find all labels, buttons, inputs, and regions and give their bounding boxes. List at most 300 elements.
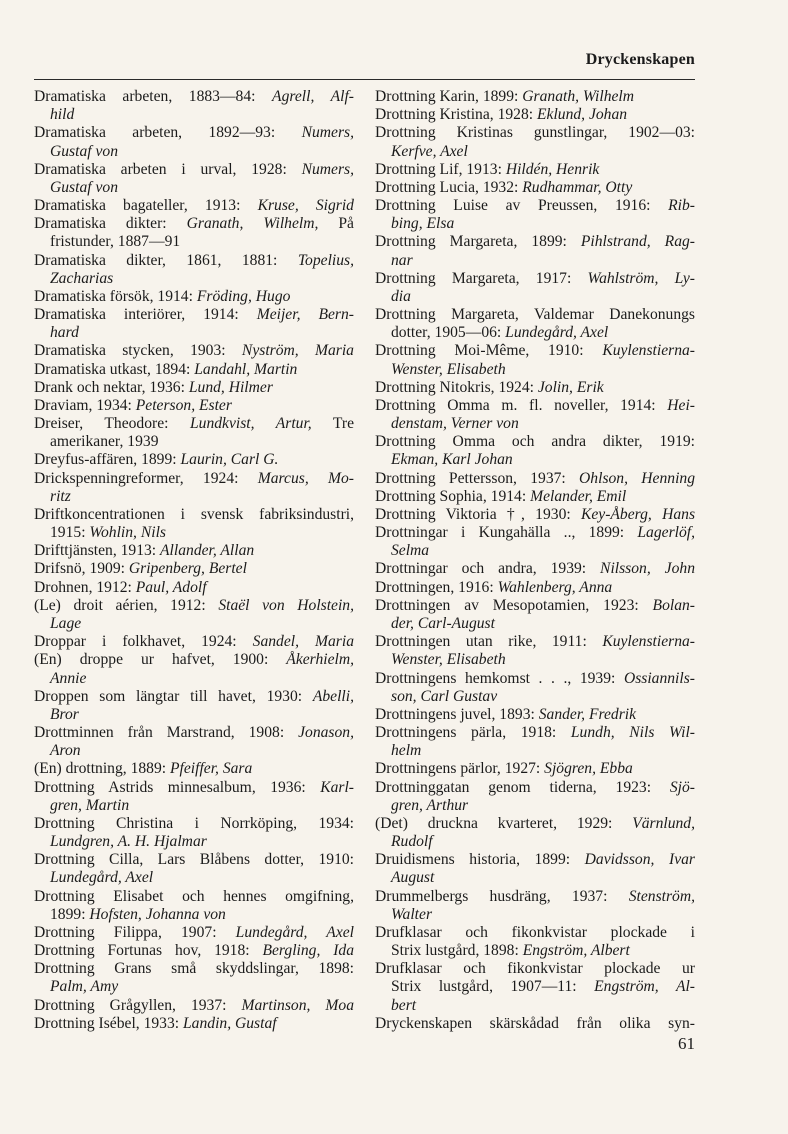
bibliography-entry [34, 851, 354, 887]
title-text: dotter, 1905—06: [391, 324, 506, 342]
author-name: Granath, Wilhelm [522, 88, 635, 105]
bibliography-entry [34, 215, 354, 251]
title-text: Drottning Pettersson, 1937: [375, 469, 580, 487]
title-text: Drottning Margareta, 1899: [375, 233, 581, 251]
title-text: Drottning Omma och andra dikter, 1919: [375, 433, 695, 451]
author-name: Key-Åberg, Hans [580, 505, 696, 523]
bibliography-entry [34, 361, 354, 379]
bibliography-entry [375, 161, 695, 179]
title-text: Drottning Filippa, 1907: [34, 923, 236, 941]
entry-line [375, 397, 695, 415]
title-text: Drottning Kristinas gunstlingar, 1902—03: [375, 124, 695, 142]
entry-line [34, 978, 354, 996]
title-text: Drottning Sophia, 1914: [375, 487, 531, 505]
entry-line [375, 379, 695, 397]
entry-line [375, 197, 695, 215]
author-name: Ohlson, Henning [579, 469, 695, 487]
title-text: Dramatiska stycken, 1903: [34, 342, 242, 360]
bibliography-entry [375, 633, 695, 669]
bibliography-entry [375, 760, 695, 778]
bibliography-entry [34, 379, 354, 397]
title-text: Dreyfus-affären, 1899: [34, 451, 181, 469]
author-name: Kuylenstierna- [602, 633, 695, 651]
title-text: På [318, 215, 354, 233]
title-text: Drottningen av Mesopotamien, 1923: [375, 596, 653, 614]
title-text: Drottninggatan genom tiderna, 1923: [375, 778, 670, 796]
bibliography-entry [34, 815, 354, 851]
entry-line [375, 942, 695, 960]
author-name: Lundh, Nils Wil- [570, 724, 695, 742]
entry-line [34, 597, 354, 615]
entry-line [34, 306, 354, 324]
title-text: Dramatiska utkast, 1894: [34, 360, 195, 378]
entry-line [34, 851, 354, 869]
author-name: Lage [50, 614, 82, 632]
author-name: Walter [391, 905, 433, 923]
entry-line [34, 760, 354, 778]
entry-line [375, 506, 695, 524]
author-name: Kruse, Sigrid [257, 197, 354, 215]
title-text: Drottning Viktoria †, 1930: [375, 505, 581, 523]
entry-line [34, 869, 354, 887]
entry-line [34, 506, 354, 524]
entry-line [375, 143, 695, 161]
entry-line [34, 470, 354, 488]
entry-line [375, 924, 695, 942]
title-text: Drottningar och andra, 1939: [375, 560, 601, 578]
title-text: Drank och nektar, 1936: [34, 378, 189, 396]
entry-line [34, 415, 354, 433]
entry-line [34, 724, 354, 742]
author-name: Rib- [668, 197, 695, 215]
bibliography-entry [34, 397, 354, 415]
entry-line [375, 597, 695, 615]
title-text: Dreiser, Theodore: [34, 415, 190, 433]
right-column [375, 88, 695, 1033]
bibliography-entry [375, 888, 695, 924]
author-name: hard [50, 324, 79, 342]
author-name: Sander, Fredrik [538, 705, 637, 723]
author-name: Wenster, Elisabeth [391, 360, 506, 378]
bibliography-entry [375, 179, 695, 197]
entry-line [34, 633, 354, 651]
entry-line [34, 542, 354, 560]
author-name: Bergling, Ida [262, 942, 355, 960]
bibliography-entry [375, 470, 695, 488]
author-name: Lagerlöf, [637, 524, 695, 542]
title-text: (Det) druckna kvarteret, 1929: [375, 814, 633, 832]
author-name: hild [50, 106, 75, 124]
author-name: Pfeiffer, Sara [170, 760, 253, 778]
author-name: Paul, Adolf [135, 578, 207, 596]
entry-line [34, 451, 354, 469]
title-text: Drickspenningreformer, 1924: [34, 469, 258, 487]
author-name: Eklund, Johan [537, 106, 628, 124]
entry-line [34, 488, 354, 506]
bibliography-entry [375, 524, 695, 560]
bibliography-entry [34, 651, 354, 687]
bibliography-entry [34, 342, 354, 360]
author-name: ritz [50, 487, 71, 505]
title-text: (En) droppe ur hafvet, 1900: [34, 651, 287, 669]
bibliography-entry [375, 670, 695, 706]
bibliography-entry [34, 1015, 354, 1033]
title-text: Drottning Elisabet och hennes omgifning, [34, 887, 354, 905]
bibliography-entry [375, 960, 695, 1015]
author-name: Kerfve, Axel [391, 142, 468, 160]
title-text: Drottning Nitokris, 1924: [375, 378, 538, 396]
entry-line [375, 742, 695, 760]
title-text: Drottningen, 1916: [375, 578, 498, 596]
author-name: Värnlund, [632, 814, 695, 832]
author-name: Aron [50, 742, 81, 760]
author-name: Martinson, Moa [241, 996, 355, 1014]
author-name: Topelius, [297, 251, 354, 269]
entry-line [34, 379, 354, 397]
title-text: Dramatiska arbeten i urval, 1928: [34, 160, 302, 178]
entry-line [34, 361, 354, 379]
entry-line [375, 815, 695, 833]
author-name: Karl- [320, 778, 354, 796]
title-text: Drottningens hemkomst . . ., 1939: [375, 669, 624, 687]
author-name: Melander, Emil [530, 487, 627, 505]
entry-line [375, 106, 695, 124]
entry-line [375, 324, 695, 342]
bibliography-entry [375, 597, 695, 633]
bibliography-entry [375, 270, 695, 306]
entry-line [375, 542, 695, 560]
author-name: Rudhammar, Otty [522, 178, 633, 196]
entry-line [375, 670, 695, 688]
entry-line [375, 342, 695, 360]
title-text: Drottningar i Kungahälla .., 1899: [375, 524, 638, 542]
entry-line [375, 779, 695, 797]
author-name: Agrell, Alf- [272, 88, 355, 105]
entry-line [375, 415, 695, 433]
entry-line [34, 833, 354, 851]
entry-line [34, 124, 354, 142]
title-text: Strix lustgård, 1907—11: [391, 978, 595, 996]
bibliography-entry [375, 88, 695, 106]
author-name: Kuylenstierna- [602, 342, 695, 360]
author-name: Davidsson, Ivar [584, 851, 695, 869]
author-name: Landin, Gustaf [183, 1014, 277, 1032]
bibliography-entry [375, 1015, 695, 1033]
title-text: Drottningens pärlor, 1927: [375, 760, 545, 778]
author-name: Rudolf [391, 833, 433, 851]
title-text: Druidismens historia, 1899: [375, 851, 585, 869]
author-name: Allander, Allan [160, 542, 255, 560]
title-text: Drohnen, 1912: [34, 578, 136, 596]
author-name: Sandel, Maria [252, 633, 354, 651]
entry-line [34, 924, 354, 942]
author-name: Granath, Wilhelm, [186, 215, 319, 233]
author-name: Nilsson, John [600, 560, 695, 578]
title-text: Driftkoncentrationen i svensk fabriksindustri, [34, 505, 354, 523]
entry-line [375, 524, 695, 542]
bibliography-entry [375, 488, 695, 506]
entry-line [34, 197, 354, 215]
author-name: Peterson, Ester [135, 396, 232, 414]
title-text: Drottning Astrids minnesalbum, 1936: [34, 778, 321, 796]
title-text: Drottning Lif, 1913: [375, 160, 506, 178]
entry-line [34, 960, 354, 978]
entry-line [34, 1015, 354, 1033]
title-text: Draviam, 1934: [34, 396, 136, 414]
author-name: Pihlstrand, Rag- [580, 233, 695, 251]
entry-line [375, 233, 695, 251]
entry-line [375, 560, 695, 578]
title-text: Drifttjänsten, 1913: [34, 542, 161, 560]
entry-line [34, 888, 354, 906]
bibliography-entry [34, 560, 354, 578]
author-name: Staël von Holstein, [218, 596, 355, 614]
entry-line [375, 888, 695, 906]
title-text: Dramatiska dikter: [34, 215, 187, 233]
bibliography-entry [375, 124, 695, 160]
title-text: Drottning Isébel, 1933: [34, 1014, 183, 1032]
entry-line [34, 288, 354, 306]
author-name: Stenström, [628, 887, 695, 905]
entry-line [34, 161, 354, 179]
bibliography-entry [34, 688, 354, 724]
author-name: Gustaf von [50, 178, 119, 196]
bibliography-entry [34, 88, 354, 124]
entry-line [34, 815, 354, 833]
title-text: Tre [311, 415, 354, 433]
title-text: Drottning Fortunas hov, 1918: [34, 942, 263, 960]
entry-line [375, 579, 695, 597]
entry-line [34, 270, 354, 288]
page-number: 61 [678, 1034, 695, 1053]
entry-line [375, 651, 695, 669]
title-text: Drufklasar och fikonkvistar plockade ur [375, 960, 695, 978]
entry-line [34, 997, 354, 1015]
title-text: Drottning Omma m. fl. noveller, 1914: [375, 396, 668, 414]
title-text: Drottning Grans små skyddslingar, 1898: [34, 960, 354, 978]
author-name: Lundkvist, Artur, [189, 415, 312, 433]
bibliography-entry [375, 706, 695, 724]
bibliography-entry [375, 197, 695, 233]
entry-line [34, 797, 354, 815]
bibliography-entry [375, 924, 695, 960]
title-text: Drottning Margareta, 1917: [375, 269, 588, 287]
entry-line [375, 706, 695, 724]
entry-line [34, 106, 354, 124]
author-name: Engström, Al- [594, 978, 695, 996]
entry-line [34, 397, 354, 415]
title-text: Drottning Moi-Même, 1910: [375, 342, 603, 360]
title-text: Drottningen utan rike, 1911: [375, 633, 603, 651]
bibliography-entry [34, 288, 354, 306]
title-text: Drottning Christina i Norrköping, 1934: [34, 814, 354, 832]
title-text: Drottning Karin, 1899: [375, 88, 523, 105]
author-name: Sjö- [669, 778, 695, 796]
entry-line [34, 433, 354, 451]
author-name: Meijer, Bern- [256, 306, 354, 324]
title-text: Droppar i folkhavet, 1924: [34, 633, 253, 651]
bibliography-entry [34, 451, 354, 469]
entry-line [34, 942, 354, 960]
title-text: Dramatiska bagateller, 1913: [34, 197, 258, 215]
author-name: Palm, Amy [50, 978, 119, 996]
author-name: Ekman, Karl Johan [391, 451, 513, 469]
author-name: Wenster, Elisabeth [391, 651, 506, 669]
bibliography-entry [34, 470, 354, 506]
entry-line [34, 670, 354, 688]
bibliography-entry [34, 161, 354, 197]
bibliography-entry [375, 397, 695, 433]
title-text: Drottning Kristina, 1928: [375, 106, 537, 124]
entry-line [375, 361, 695, 379]
author-name: Marcus, Mo- [257, 469, 354, 487]
entry-line [34, 779, 354, 797]
entry-line [375, 615, 695, 633]
header-rule [34, 79, 695, 80]
bibliography-entry [34, 579, 354, 597]
bibliography-entry [375, 106, 695, 124]
title-text: Drottningens pärla, 1918: [375, 724, 571, 742]
author-name: Abelli, [312, 687, 354, 705]
author-name: Landahl, Martin [194, 360, 298, 378]
entry-line [375, 433, 695, 451]
entry-line [375, 906, 695, 924]
bibliography-entry [34, 888, 354, 924]
entry-line [375, 288, 695, 306]
title-text: 1915: [50, 524, 90, 542]
bibliography-entry [34, 124, 354, 160]
author-name: Hildén, Henrik [505, 160, 600, 178]
entry-line [34, 906, 354, 924]
bibliography-entry [34, 597, 354, 633]
author-name: Bolan- [652, 596, 695, 614]
entry-line [34, 742, 354, 760]
title-text: Drottning Grågyllen, 1937: [34, 996, 242, 1014]
author-name: Lundegård, Axel [505, 324, 609, 342]
author-name: helm [391, 742, 422, 760]
title-text: Drufklasar och fikonkvistar plockade i [375, 923, 695, 941]
author-name: Lundegård, Axel [235, 923, 354, 941]
entry-line [375, 724, 695, 742]
author-name: Laurin, Carl G. [180, 451, 279, 469]
title-text: (En) drottning, 1889: [34, 760, 170, 778]
entry-line [375, 488, 695, 506]
entry-line [375, 451, 695, 469]
entry-line [34, 524, 354, 542]
bibliography-entry [375, 233, 695, 269]
bibliography-entry [34, 542, 354, 560]
bibliography-entry [34, 197, 354, 215]
author-name: Lundegård, Axel [50, 869, 154, 887]
bibliography-entry [375, 506, 695, 524]
author-name: Hei- [667, 396, 695, 414]
entry-line [375, 306, 695, 324]
author-name: Åkerhielm, [286, 651, 354, 669]
running-header-title: Dryckenskapen [585, 51, 695, 68]
title-text: (Le) droit aérien, 1912: [34, 596, 219, 614]
title-text: Drummelbergs husdräng, 1937: [375, 887, 629, 905]
entry-line [34, 215, 354, 233]
title-text: amerikaner, 1939 [50, 433, 159, 451]
entry-line [375, 1015, 695, 1033]
entry-line [375, 270, 695, 288]
entry-line [34, 324, 354, 342]
title-text: Drottning Margareta, Valdemar Danekonungs [375, 306, 695, 324]
author-name: Numers, [301, 160, 354, 178]
entry-line [375, 215, 695, 233]
bibliography-entry [34, 960, 354, 996]
author-name: Sjögren, Ebba [544, 760, 633, 778]
bibliography-entry [375, 724, 695, 760]
author-name: Jonason, [298, 724, 354, 742]
entry-line [375, 688, 695, 706]
entry-line [375, 179, 695, 197]
entry-line [375, 88, 695, 106]
title-text: Dramatiska dikter, 1861, 1881: [34, 251, 298, 269]
title-text: Drottningens juvel, 1893: [375, 705, 539, 723]
bibliography-entry [375, 851, 695, 887]
entry-line [375, 470, 695, 488]
title-text: fristunder, 1887—91 [50, 233, 181, 251]
bibliography-entry [375, 433, 695, 469]
entry-line [375, 833, 695, 851]
entry-line [34, 252, 354, 270]
author-name: Wahlenberg, Anna [497, 578, 613, 596]
entry-line [375, 997, 695, 1015]
entry-line [375, 252, 695, 270]
title-text: Dramatiska arbeten, 1883—84: [34, 88, 273, 105]
author-name: Selma [391, 542, 430, 560]
author-name: Nyström, Maria [241, 342, 354, 360]
entry-line [34, 88, 354, 106]
entry-line [375, 633, 695, 651]
title-text: Drottning Luise av Preussen, 1916: [375, 197, 669, 215]
author-name: Lundgren, A. H. Hjalmar [50, 833, 207, 851]
bibliography-entry [375, 379, 695, 397]
author-name: Ossiannils- [623, 669, 695, 687]
bibliography-entry [375, 560, 695, 578]
bibliography-entry [375, 342, 695, 378]
title-text: Strix lustgård, 1898: [391, 942, 523, 960]
title-text: Dramatiska arbeten, 1892—93: [34, 124, 302, 142]
author-name: bing, Elsa [391, 215, 455, 233]
bibliography-entry [375, 815, 695, 851]
entry-line [34, 233, 354, 251]
author-name: August [391, 869, 435, 887]
entry-line [34, 342, 354, 360]
title-text: Dramatiska interiörer, 1914: [34, 306, 257, 324]
bibliography-entry [34, 997, 354, 1015]
title-text: Drottminnen från Marstrand, 1908: [34, 724, 299, 742]
title-text: Droppen som längtar till havet, 1930: [34, 687, 313, 705]
title-text: Drifsnö, 1909: [34, 560, 129, 578]
author-name: Fröding, Hugo [196, 287, 291, 305]
author-name: gren, Arthur [391, 796, 469, 814]
entry-line [375, 760, 695, 778]
author-name: Wohlin, Nils [89, 524, 166, 542]
author-name: dia [391, 287, 411, 305]
entry-line [34, 688, 354, 706]
author-name: Bror [50, 705, 79, 723]
entry-line [375, 869, 695, 887]
bibliography-entry [34, 415, 354, 451]
author-name: Hofsten, Johanna von [89, 905, 226, 923]
author-name: bert [391, 996, 417, 1014]
author-name: Jolin, Erik [537, 378, 604, 396]
entry-line [34, 579, 354, 597]
author-name: son, Carl Gustav [391, 687, 498, 705]
author-name: Gustaf von [50, 142, 119, 160]
